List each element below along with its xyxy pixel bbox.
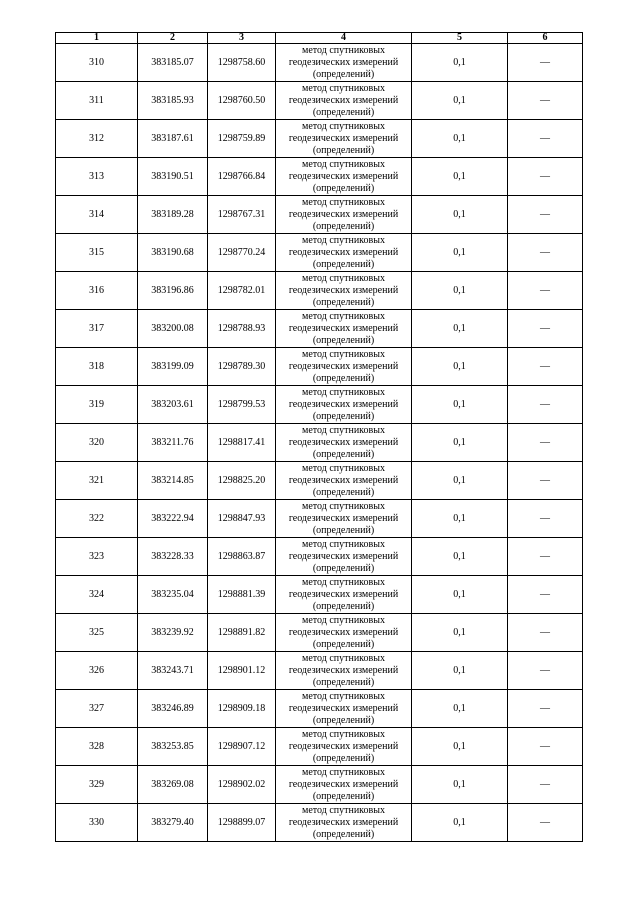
method-cell: метод спутниковых геодезических измерений (определений) xyxy=(276,500,412,538)
point-number-cell: 321 xyxy=(56,462,138,500)
method-cell: метод спутниковых геодезических измерений (определений) xyxy=(276,386,412,424)
accuracy-cell: 0,1 xyxy=(412,690,508,728)
point-number-cell: 329 xyxy=(56,766,138,804)
description-cell: — xyxy=(508,424,583,462)
description-cell: — xyxy=(508,690,583,728)
accuracy-cell: 0,1 xyxy=(412,196,508,234)
table-row xyxy=(56,652,583,690)
point-number-cell: 310 xyxy=(56,44,138,82)
description-cell: — xyxy=(508,120,583,158)
table-row xyxy=(56,728,583,766)
x-coordinate-cell: 383235.04 xyxy=(138,576,208,614)
description-cell: — xyxy=(508,576,583,614)
method-cell: метод спутниковых геодезических измерений (определений) xyxy=(276,120,412,158)
table-row xyxy=(56,234,583,272)
method-cell: метод спутниковых геодезических измерений (определений) xyxy=(276,234,412,272)
table-row xyxy=(56,386,583,424)
y-coordinate-cell: 1298789.30 xyxy=(208,348,276,386)
point-number-cell: 319 xyxy=(56,386,138,424)
accuracy-cell: 0,1 xyxy=(412,348,508,386)
accuracy-cell: 0,1 xyxy=(412,614,508,652)
table-row xyxy=(56,614,583,652)
y-coordinate-cell: 1298766.84 xyxy=(208,158,276,196)
description-cell: — xyxy=(508,500,583,538)
y-coordinate-cell: 1298881.39 xyxy=(208,576,276,614)
y-coordinate-cell: 1298758.60 xyxy=(208,44,276,82)
accuracy-cell: 0,1 xyxy=(412,386,508,424)
accuracy-cell: 0,1 xyxy=(412,576,508,614)
x-coordinate-cell: 383203.61 xyxy=(138,386,208,424)
y-coordinate-cell: 1298847.93 xyxy=(208,500,276,538)
description-cell: — xyxy=(508,234,583,272)
table-row xyxy=(56,500,583,538)
point-number-cell: 318 xyxy=(56,348,138,386)
point-number-cell: 315 xyxy=(56,234,138,272)
x-coordinate-cell: 383243.71 xyxy=(138,652,208,690)
point-number-cell: 320 xyxy=(56,424,138,462)
y-coordinate-cell: 1298825.20 xyxy=(208,462,276,500)
x-coordinate-cell: 383222.94 xyxy=(138,500,208,538)
method-cell: метод спутниковых геодезических измерений (определений) xyxy=(276,576,412,614)
table-row xyxy=(56,462,583,500)
x-coordinate-cell: 383190.68 xyxy=(138,234,208,272)
y-coordinate-cell: 1298863.87 xyxy=(208,538,276,576)
x-coordinate-cell: 383199.09 xyxy=(138,348,208,386)
y-coordinate-cell: 1298902.02 xyxy=(208,766,276,804)
method-cell: метод спутниковых геодезических измерений (определений) xyxy=(276,538,412,576)
description-cell: — xyxy=(508,804,583,842)
accuracy-cell: 0,1 xyxy=(412,82,508,120)
method-cell: метод спутниковых геодезических измерений (определений) xyxy=(276,44,412,82)
y-coordinate-cell: 1298901.12 xyxy=(208,652,276,690)
header-row xyxy=(56,33,583,44)
y-coordinate-cell: 1298891.82 xyxy=(208,614,276,652)
description-cell: — xyxy=(508,158,583,196)
header-col-2: 2 xyxy=(138,33,208,44)
method-cell: метод спутниковых геодезических измерений (определений) xyxy=(276,614,412,652)
accuracy-cell: 0,1 xyxy=(412,766,508,804)
accuracy-cell: 0,1 xyxy=(412,804,508,842)
header-col-6: 6 xyxy=(508,33,583,44)
method-cell: метод спутниковых геодезических измерений (определений) xyxy=(276,310,412,348)
description-cell: — xyxy=(508,766,583,804)
accuracy-cell: 0,1 xyxy=(412,234,508,272)
description-cell: — xyxy=(508,44,583,82)
accuracy-cell: 0,1 xyxy=(412,310,508,348)
table-row xyxy=(56,44,583,82)
x-coordinate-cell: 383185.93 xyxy=(138,82,208,120)
x-coordinate-cell: 383185.07 xyxy=(138,44,208,82)
table-row xyxy=(56,310,583,348)
point-number-cell: 322 xyxy=(56,500,138,538)
point-number-cell: 314 xyxy=(56,196,138,234)
method-cell: метод спутниковых геодезических измерений (определений) xyxy=(276,652,412,690)
method-cell: метод спутниковых геодезических измерений (определений) xyxy=(276,690,412,728)
y-coordinate-cell: 1298907.12 xyxy=(208,728,276,766)
y-coordinate-cell: 1298788.93 xyxy=(208,310,276,348)
description-cell: — xyxy=(508,82,583,120)
table-body xyxy=(56,44,583,842)
table-row xyxy=(56,120,583,158)
header-col-3: 3 xyxy=(208,33,276,44)
point-number-cell: 328 xyxy=(56,728,138,766)
point-number-cell: 326 xyxy=(56,652,138,690)
accuracy-cell: 0,1 xyxy=(412,272,508,310)
accuracy-cell: 0,1 xyxy=(412,424,508,462)
table-header xyxy=(56,33,583,44)
table-row xyxy=(56,158,583,196)
x-coordinate-cell: 383239.92 xyxy=(138,614,208,652)
method-cell: метод спутниковых геодезических измерений (определений) xyxy=(276,424,412,462)
point-number-cell: 323 xyxy=(56,538,138,576)
table-row xyxy=(56,538,583,576)
table-row xyxy=(56,576,583,614)
header-col-1: 1 xyxy=(56,33,138,44)
table-row xyxy=(56,348,583,386)
description-cell: — xyxy=(508,462,583,500)
point-number-cell: 316 xyxy=(56,272,138,310)
description-cell: — xyxy=(508,614,583,652)
x-coordinate-cell: 383187.61 xyxy=(138,120,208,158)
x-coordinate-cell: 383246.89 xyxy=(138,690,208,728)
x-coordinate-cell: 383253.85 xyxy=(138,728,208,766)
x-coordinate-cell: 383279.40 xyxy=(138,804,208,842)
y-coordinate-cell: 1298760.50 xyxy=(208,82,276,120)
header-col-5: 5 xyxy=(412,33,508,44)
description-cell: — xyxy=(508,728,583,766)
point-number-cell: 312 xyxy=(56,120,138,158)
accuracy-cell: 0,1 xyxy=(412,652,508,690)
table-row xyxy=(56,272,583,310)
x-coordinate-cell: 383228.33 xyxy=(138,538,208,576)
x-coordinate-cell: 383269.08 xyxy=(138,766,208,804)
method-cell: метод спутниковых геодезических измерений (определений) xyxy=(276,272,412,310)
method-cell: метод спутниковых геодезических измерений (определений) xyxy=(276,728,412,766)
accuracy-cell: 0,1 xyxy=(412,538,508,576)
y-coordinate-cell: 1298817.41 xyxy=(208,424,276,462)
y-coordinate-cell: 1298767.31 xyxy=(208,196,276,234)
table-row xyxy=(56,424,583,462)
accuracy-cell: 0,1 xyxy=(412,500,508,538)
point-number-cell: 324 xyxy=(56,576,138,614)
description-cell: — xyxy=(508,386,583,424)
y-coordinate-cell: 1298782.01 xyxy=(208,272,276,310)
description-cell: — xyxy=(508,348,583,386)
x-coordinate-cell: 383211.76 xyxy=(138,424,208,462)
table-row xyxy=(56,82,583,120)
point-number-cell: 325 xyxy=(56,614,138,652)
x-coordinate-cell: 383196.86 xyxy=(138,272,208,310)
x-coordinate-cell: 383189.28 xyxy=(138,196,208,234)
description-cell: — xyxy=(508,196,583,234)
accuracy-cell: 0,1 xyxy=(412,120,508,158)
method-cell: метод спутниковых геодезических измерений (определений) xyxy=(276,462,412,500)
x-coordinate-cell: 383214.85 xyxy=(138,462,208,500)
method-cell: метод спутниковых геодезических измерений (определений) xyxy=(276,766,412,804)
table-row xyxy=(56,804,583,842)
method-cell: метод спутниковых геодезических измерений (определений) xyxy=(276,348,412,386)
y-coordinate-cell: 1298909.18 xyxy=(208,690,276,728)
y-coordinate-cell: 1298759.89 xyxy=(208,120,276,158)
method-cell: метод спутниковых геодезических измерений (определений) xyxy=(276,82,412,120)
description-cell: — xyxy=(508,310,583,348)
accuracy-cell: 0,1 xyxy=(412,158,508,196)
point-number-cell: 313 xyxy=(56,158,138,196)
y-coordinate-cell: 1298770.24 xyxy=(208,234,276,272)
point-number-cell: 317 xyxy=(56,310,138,348)
description-cell: — xyxy=(508,272,583,310)
description-cell: — xyxy=(508,538,583,576)
y-coordinate-cell: 1298799.53 xyxy=(208,386,276,424)
method-cell: метод спутниковых геодезических измерений (определений) xyxy=(276,158,412,196)
accuracy-cell: 0,1 xyxy=(412,462,508,500)
x-coordinate-cell: 383200.08 xyxy=(138,310,208,348)
point-number-cell: 327 xyxy=(56,690,138,728)
description-cell: — xyxy=(508,652,583,690)
point-number-cell: 330 xyxy=(56,804,138,842)
table-row xyxy=(56,196,583,234)
table-row xyxy=(56,766,583,804)
table-row xyxy=(56,690,583,728)
y-coordinate-cell: 1298899.07 xyxy=(208,804,276,842)
accuracy-cell: 0,1 xyxy=(412,44,508,82)
method-cell: метод спутниковых геодезических измерений (определений) xyxy=(276,196,412,234)
method-cell: метод спутниковых геодезических измерений (определений) xyxy=(276,804,412,842)
coordinates-table xyxy=(55,32,583,842)
accuracy-cell: 0,1 xyxy=(412,728,508,766)
x-coordinate-cell: 383190.51 xyxy=(138,158,208,196)
header-col-4: 4 xyxy=(276,33,412,44)
point-number-cell: 311 xyxy=(56,82,138,120)
